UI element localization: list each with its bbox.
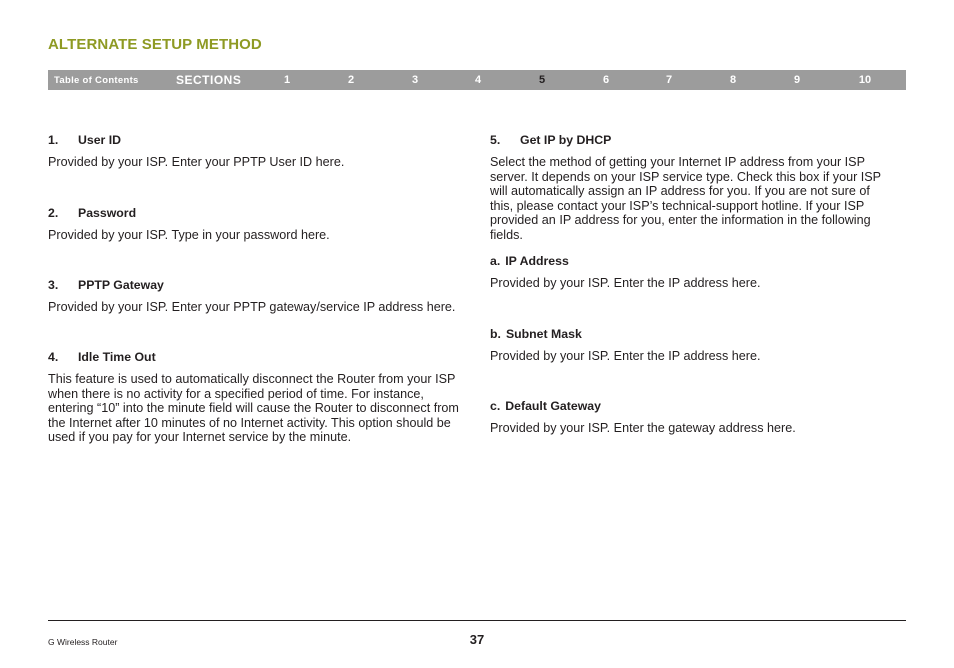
- item-body: Provided by your ISP. Enter your PPTP User ID here.: [48, 155, 345, 169]
- table-of-contents-link[interactable]: Table of Contents: [54, 75, 139, 86]
- nav-section-5[interactable]: 5: [538, 74, 546, 86]
- nav-section-4[interactable]: 4: [474, 74, 482, 86]
- subitem-subnet-mask: [490, 327, 890, 364]
- subitem-default-gateway: [490, 399, 890, 436]
- subitem-heading-text: Default Gateway: [505, 399, 601, 413]
- item-pptp-gateway: [48, 278, 468, 315]
- nav-section-8[interactable]: 8: [729, 74, 737, 86]
- footer-divider: [48, 620, 906, 621]
- nav-section-7[interactable]: 7: [665, 74, 673, 86]
- item-body: This feature is used to automatically disconnect the Router from your ISP when there is no activity for a specified period of time. For instance, entering “10” into the minute field will cause the Router to disconnect from the Internet after 10 minutes of no Internet activity. This option should be used if you pay for your Internet service by the minute.: [48, 372, 459, 444]
- item-heading: [48, 133, 468, 147]
- section-nav-bar: [48, 70, 906, 90]
- page-number: 37: [469, 632, 485, 647]
- nav-section-9[interactable]: 9: [793, 74, 801, 86]
- subitem-letter: c.: [490, 399, 501, 413]
- item-user-id: [48, 133, 468, 170]
- subitem-body: Provided by your ISP. Enter the gateway address here.: [490, 421, 796, 435]
- nav-section-10[interactable]: 10: [858, 74, 872, 86]
- subitem-heading: [490, 254, 890, 268]
- item-body: Provided by your ISP. Type in your password here.: [48, 228, 330, 242]
- subitem-heading-text: Subnet Mask: [505, 327, 582, 341]
- item-heading-text: PPTP Gateway: [78, 278, 164, 292]
- item-heading: [48, 350, 468, 364]
- subitem-heading: [490, 399, 890, 413]
- subitem-ip-address: [490, 254, 890, 291]
- nav-section-3[interactable]: 3: [411, 74, 419, 86]
- nav-section-2[interactable]: 2: [347, 74, 355, 86]
- item-idle-time-out: [48, 350, 468, 445]
- item-heading-text: Get IP by DHCP: [520, 133, 612, 147]
- item-number: 4.: [48, 350, 59, 364]
- item-body: Select the method of getting your Internet IP address from your ISP server. It depends on your ISP service type. Check this box if your ISP will automatically assign an IP address for you. If you are not sure of this, please contact your ISP’s technical-support hotline. If your ISP provided an IP address for you, enter the information in the following fields.: [490, 155, 881, 242]
- item-number: 5.: [490, 133, 501, 147]
- subitem-heading: [490, 327, 890, 341]
- item-heading-text: Idle Time Out: [78, 350, 156, 364]
- item-heading-text: User ID: [78, 133, 122, 147]
- item-number: 2.: [48, 206, 59, 220]
- subitem-letter: a.: [490, 254, 501, 268]
- subitem-letter: b.: [490, 327, 501, 341]
- nav-section-1[interactable]: 1: [283, 74, 291, 86]
- subitem-body: Provided by your ISP. Enter the IP address here.: [490, 276, 761, 290]
- item-get-ip-by-dhcp: [490, 133, 890, 242]
- subitem-heading-text: IP Address: [505, 254, 569, 268]
- item-body: Provided by your ISP. Enter your PPTP gateway/service IP address here.: [48, 300, 456, 314]
- item-heading: [490, 133, 890, 147]
- sections-label: SECTIONS: [176, 73, 242, 87]
- subitem-body: Provided by your ISP. Enter the IP address here.: [490, 349, 761, 363]
- item-heading-text: Password: [78, 206, 137, 220]
- item-number: 3.: [48, 278, 59, 292]
- item-password: [48, 206, 468, 243]
- item-heading: [48, 278, 468, 292]
- item-heading: [48, 206, 468, 220]
- item-number: 1.: [48, 133, 59, 147]
- footer-product-name: G Wireless Router: [48, 637, 118, 647]
- nav-section-6[interactable]: 6: [602, 74, 610, 86]
- section-title: ALTERNATE SETUP METHOD: [48, 36, 262, 53]
